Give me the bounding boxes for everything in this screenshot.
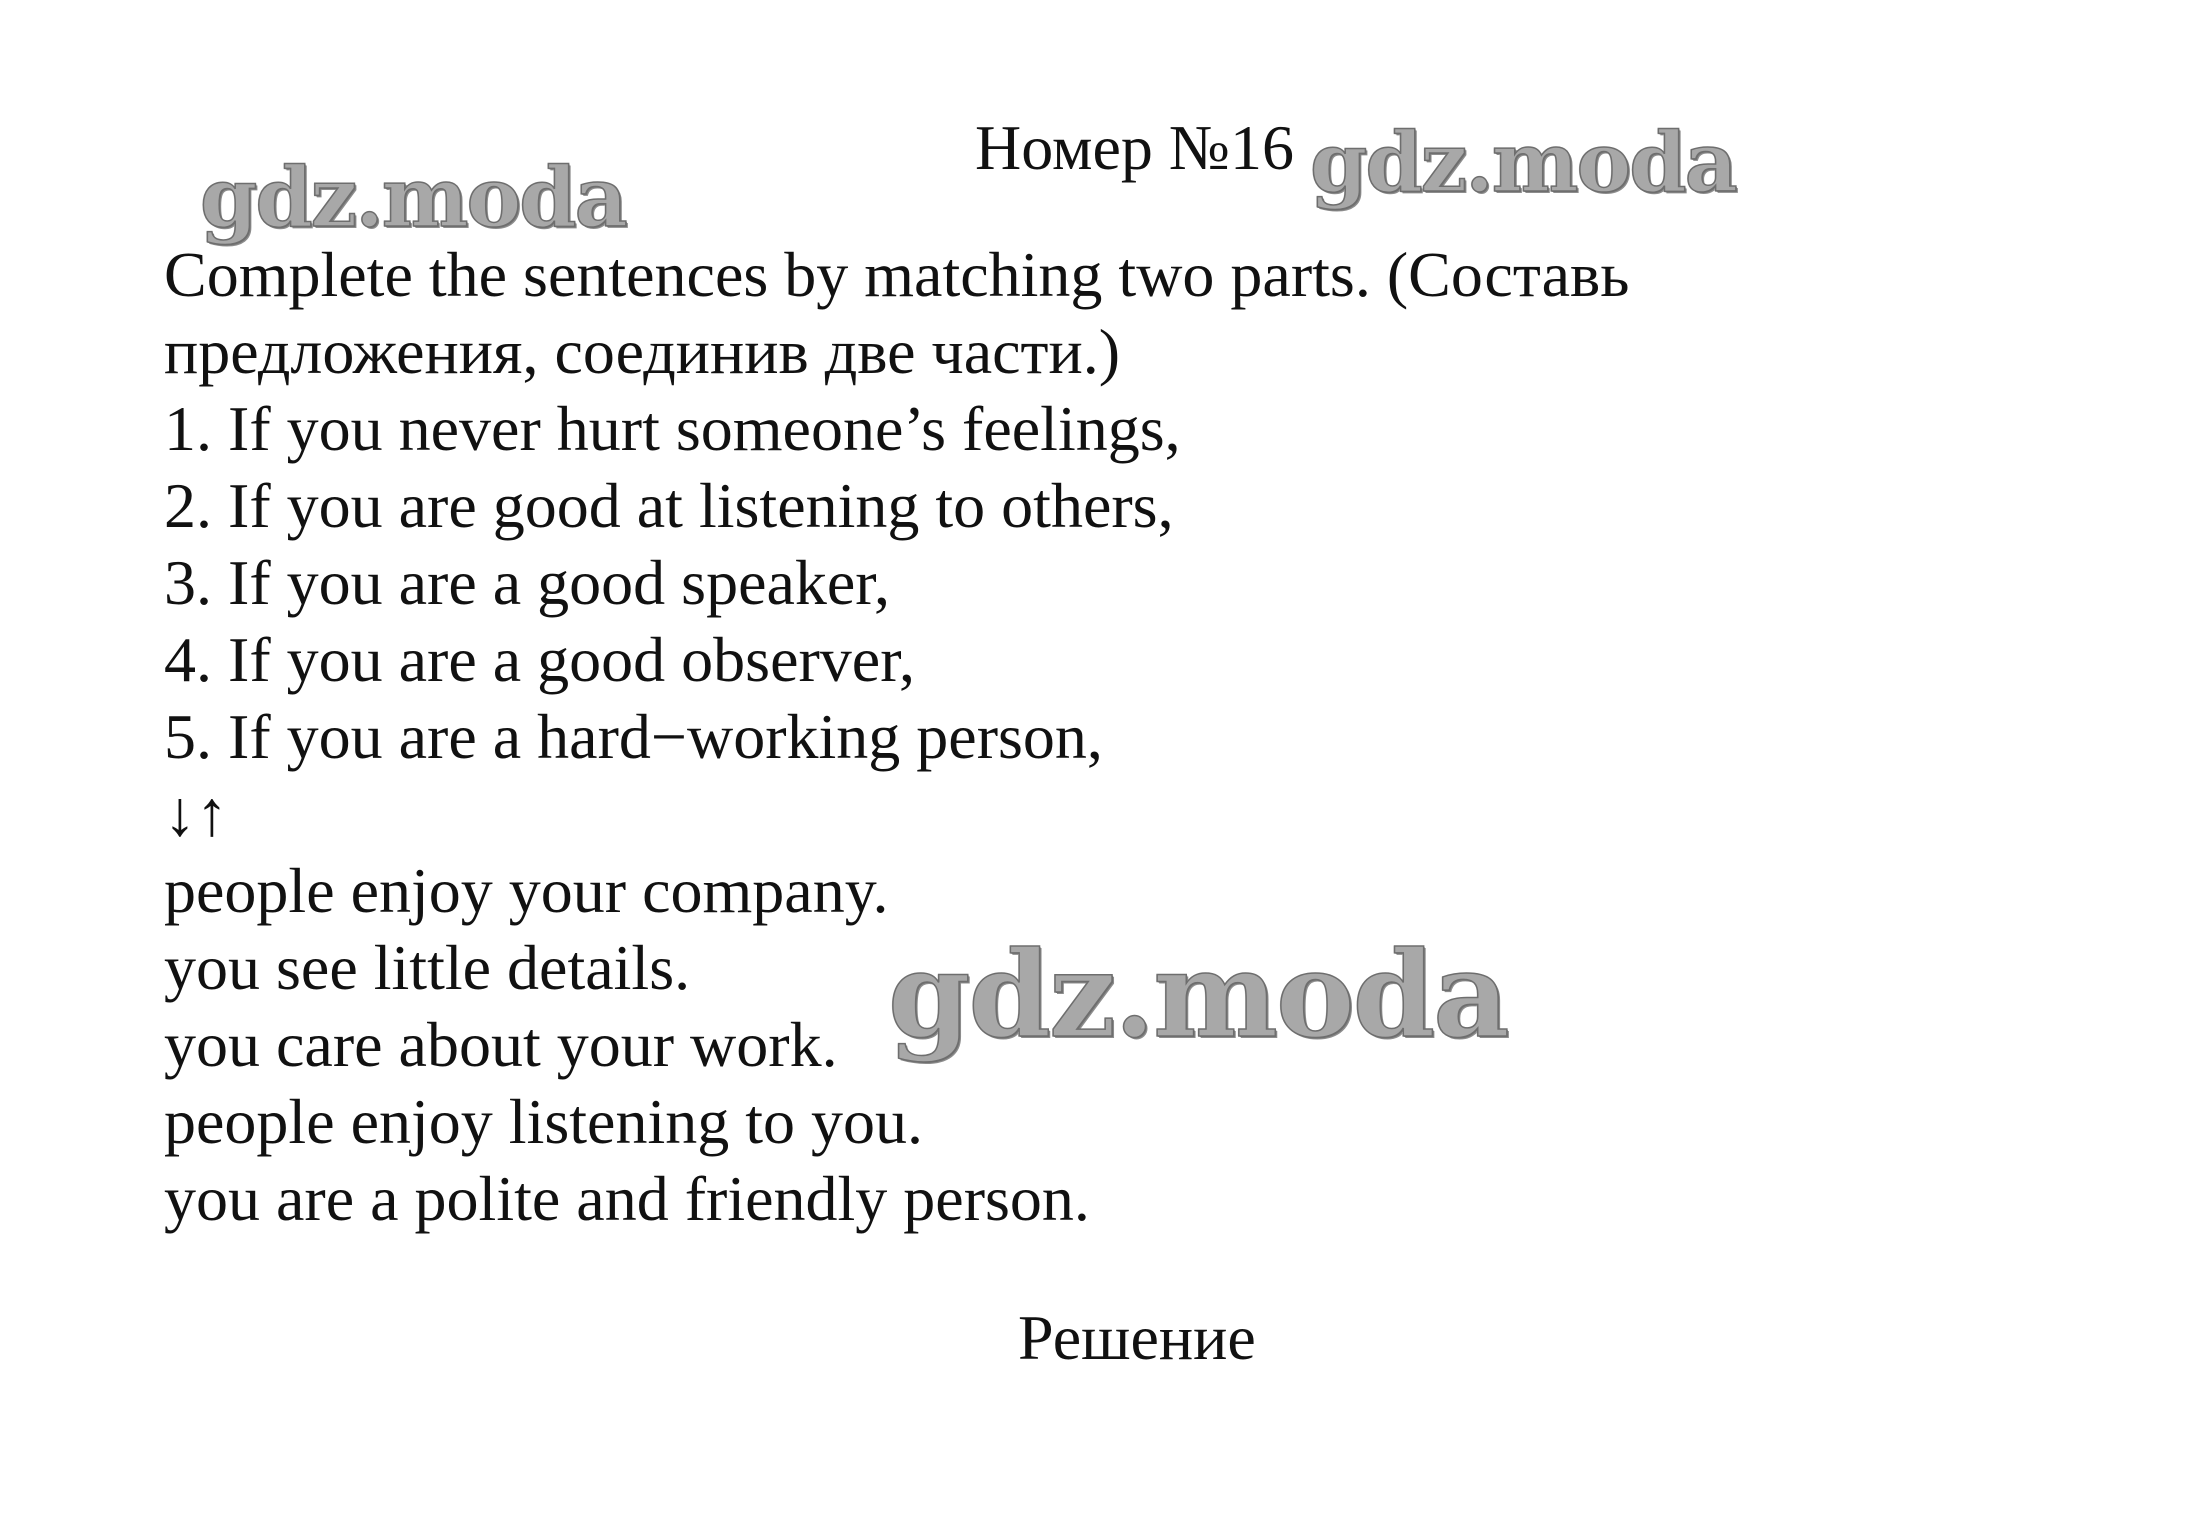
sentence-ending: you are a polite and friendly person. [164,1163,1090,1234]
match-arrows: ↓↑ [164,778,228,849]
solution-label: Решение [1018,1302,1256,1373]
instruction-line: предложения, соединив две части.) [164,316,1121,387]
sentence-beginning: 4. If you are a good observer, [164,624,915,695]
watermark-logo: gdz.moda [888,925,1508,1064]
sentence-ending: people enjoy listening to you. [164,1086,923,1157]
exercise-body [164,236,1864,1237]
sentence-beginning: 3. If you are a good speaker, [164,547,891,618]
sentence-beginning: 1. If you never hurt someone’s feelings, [164,393,1181,464]
watermark-logo: gdz.moda [200,150,626,246]
sentence-ending: people enjoy your company. [164,855,889,926]
sentence-beginning: 2. If you are good at listening to others, [164,470,1174,541]
exercise-number-title: Номер №16 [975,112,1294,183]
sentence-beginning: 5. If you are a hard−working person, [164,701,1103,772]
watermark-logo: gdz.moda [1310,115,1736,211]
sentence-ending: you care about your work. [164,1009,838,1080]
instruction-line: Complete the sentences by matching two parts. (Составь [164,239,1630,310]
sentence-ending: you see little details. [164,932,691,1003]
